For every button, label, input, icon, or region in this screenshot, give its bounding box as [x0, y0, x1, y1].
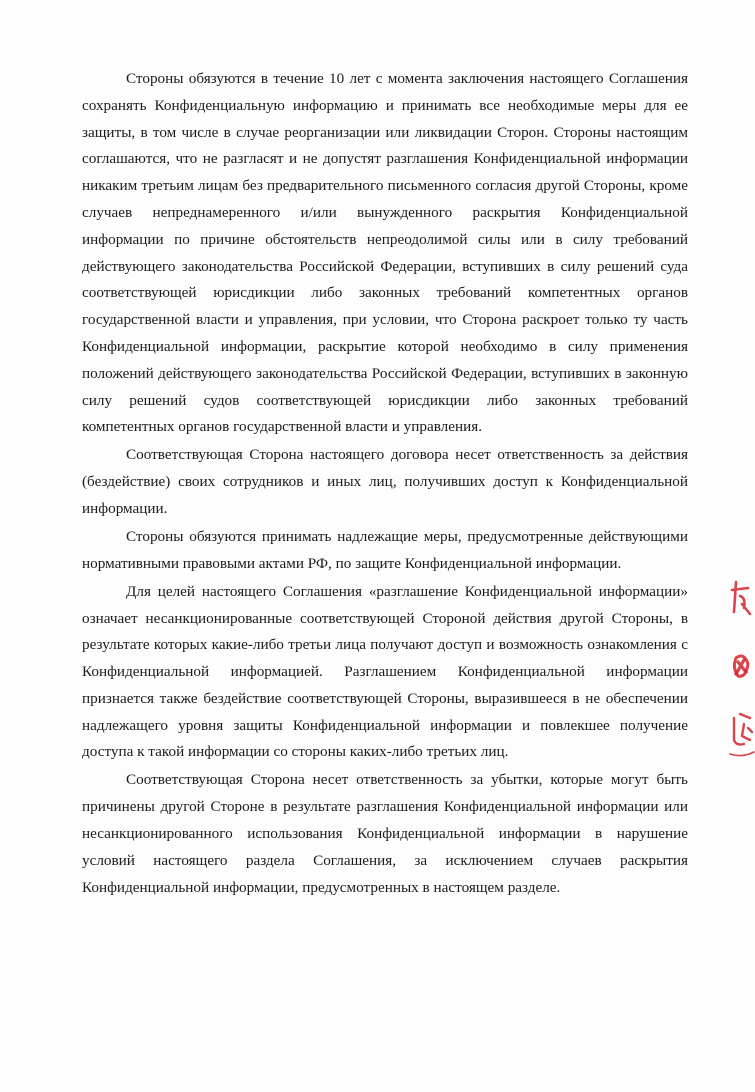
- seal-stroke: [734, 714, 752, 745]
- seal-stroke: [736, 660, 746, 674]
- paragraph-confidentiality-obligations: Стороны обязуются в течение 10 лет с момента заключения настоящего Соглашения сохранять Конфиденциальную информацию и принимать все необходимые меры для ее защиты, в том числе в случае реорганизации или ликвидации Сторон. Стороны настоящим соглашаются, что не разгласят и не допустят разглашения Конфиденциальной информации никаким третьим лицам без предварительного письменного согласия другой Стороны, кроме случаев непреднамеренного и/или вынужденного раскрытия Конфиденциальной информации по причине обстоятельств непреодолимой силы или в силу требований действующего законодательства Российской Федерации, вступивших в силу решений суда соответствующей юрисдикции либо законных требований компетентных органов государственной власти и управления, при условии, что Сторона раскроет только ту часть Конфиденциальной информации, раскрытие которой необходимо в силу применения положений действующего законодательства Российской Федерации, вступивших в законную силу решений судов соответствующей юрисдикции либо законных требований компетентных органов государственной власти и управления.: [82, 70, 688, 436]
- paragraph-protection-measures: Стороны обязуются принимать надлежащие меры, предусмотренные действующими нормативными правовыми актами РФ, по защите Конфиденциальной информации.: [82, 527, 688, 572]
- seal-stroke: [730, 752, 754, 756]
- red-seal-fragment: [722, 568, 755, 788]
- document-text: [82, 66, 688, 903]
- paragraph-responsibility-for-staff: Соответствующая Сторона настоящего договора несет ответственность за действия (бездействие) своих сотрудников и иных лиц, получивших доступ к Конфиденциальной информации.: [82, 446, 688, 517]
- paragraph-disclosure-definition: Для целей настоящего Соглашения «разглашение Конфиденциальной информации» означает несанкционированные соответствующей Стороной действия другой Стороны, в результате которых какие-либо третьи лица получают доступ и возможность ознакомления с Конфиденциальной информацией. Разглашением Конфиденциальной информации признается также бездействие соответствующей Стороны, выразившееся в не обеспечении надлежащего уровня защиты Конфиденциальной информации и повлекшее получение доступа к такой информации со стороны каких-либо третьих лиц.: [82, 582, 688, 761]
- paragraph-liability-for-losses: Соответствующая Сторона несет ответственность за убытки, которые могут быть причинены другой Стороне в результате разглашения Конфиденциальной информации или несанкционированного использования Конфиденциальной информации в нарушение условий настоящего раздела Соглашения, за исключением случаев раскрытия Конфиденциальной информации, предусмотренных в настоящем разделе.: [82, 771, 688, 896]
- seal-stroke: [732, 582, 750, 614]
